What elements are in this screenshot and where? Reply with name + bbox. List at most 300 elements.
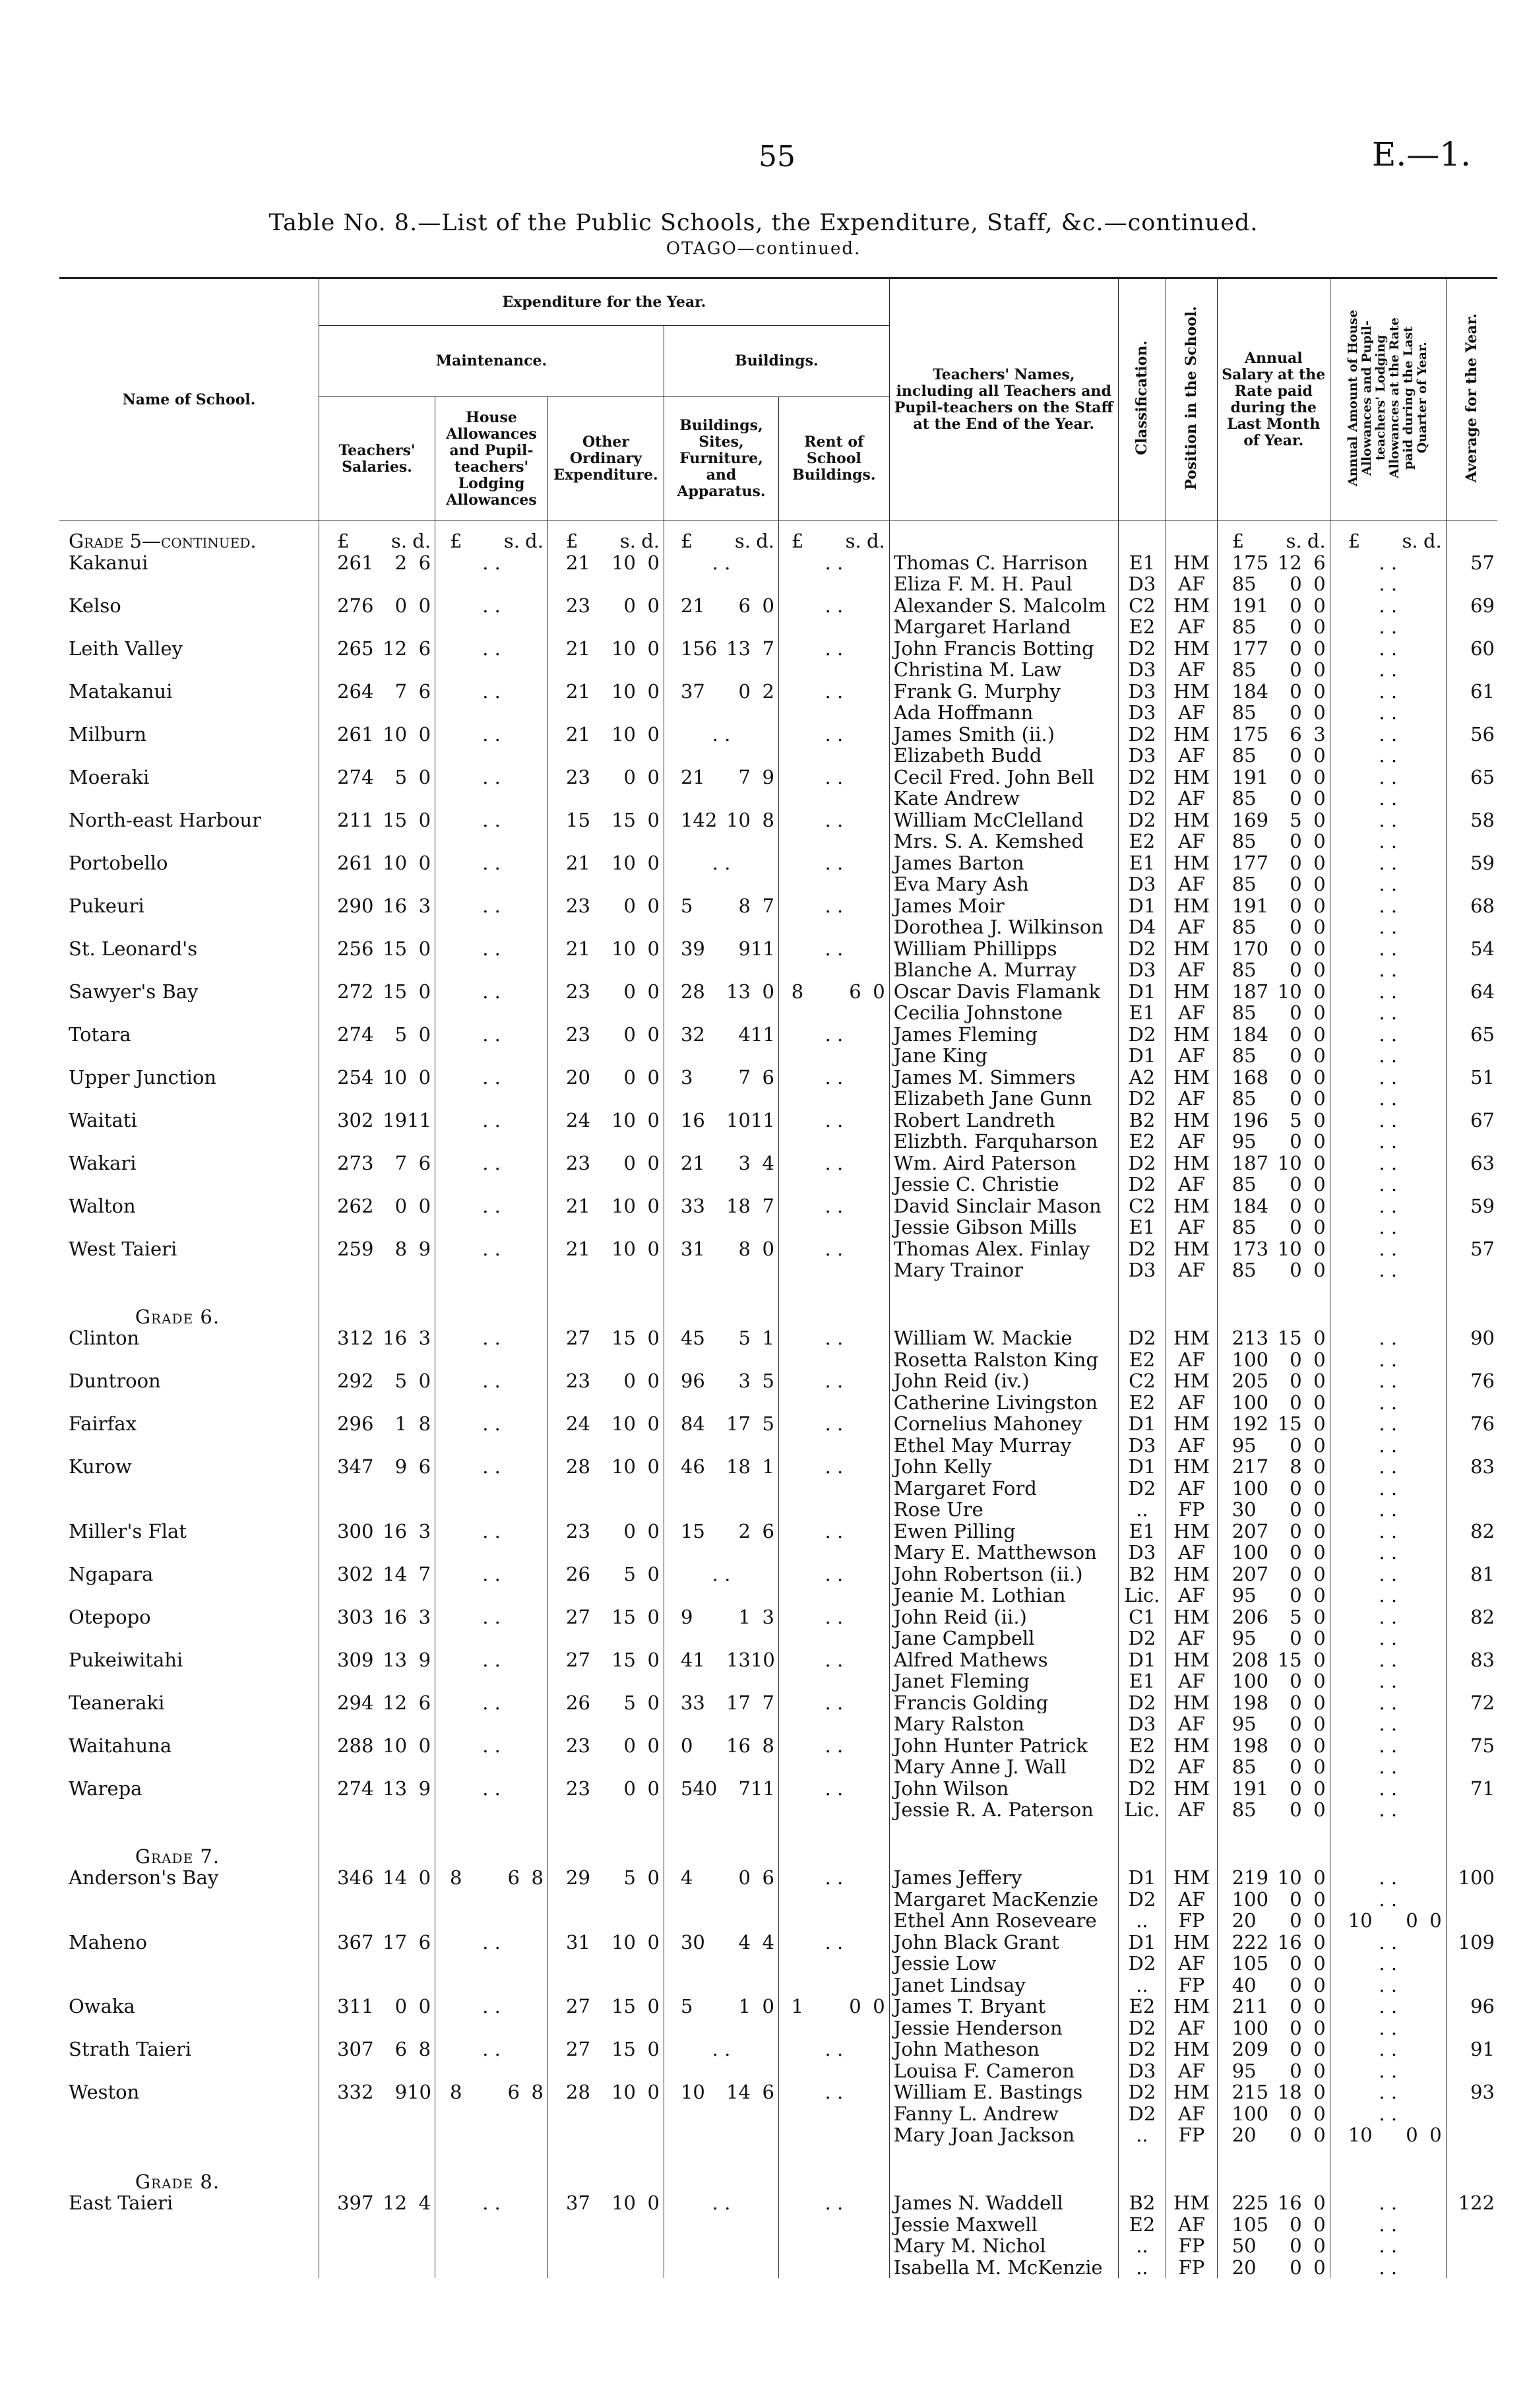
teacher-salaries bbox=[319, 2039, 435, 2060]
average-attendance: 82 bbox=[1446, 1606, 1497, 1628]
amount-pounds: 222 bbox=[1231, 1931, 1269, 1953]
amount-pence: 0 bbox=[1313, 2124, 1326, 2146]
average-attendance bbox=[1446, 1002, 1497, 1024]
amount-pounds: 95 bbox=[1231, 1131, 1257, 1153]
amount-pounds: 272 bbox=[337, 980, 374, 1002]
amount-pence: 0 bbox=[418, 1195, 431, 1217]
amount-shillings: 0 bbox=[1290, 831, 1302, 852]
annual-salary bbox=[1217, 2081, 1330, 2103]
grade-heading-row bbox=[59, 1821, 1497, 1868]
buildings-sites bbox=[664, 1628, 779, 1649]
teacher-classification: D3 bbox=[1118, 659, 1166, 681]
currency-p: £ bbox=[337, 530, 350, 552]
amount-pence: 0 bbox=[418, 723, 431, 745]
school-name: Warepa bbox=[69, 1777, 142, 1799]
teacher-name: Alfred Mathews bbox=[889, 1649, 1118, 1671]
amount-pounds: 20 bbox=[1231, 2256, 1257, 2278]
school-name bbox=[59, 2214, 319, 2236]
teacher-name: Louisa F. Cameron bbox=[889, 2060, 1118, 2082]
teacher-name: Francis Golding bbox=[889, 1692, 1118, 1714]
house-amount: . . bbox=[1330, 1413, 1446, 1435]
average-attendance: 60 bbox=[1446, 638, 1497, 660]
amount-shillings: 0 bbox=[623, 1370, 636, 1392]
teacher-classification: D2 bbox=[1118, 724, 1166, 745]
amount-pounds: 20 bbox=[1231, 1910, 1257, 1932]
amount-shillings: 1 bbox=[738, 1606, 751, 1628]
annual-salary bbox=[1217, 1932, 1330, 1953]
amount-shillings: 5 bbox=[623, 1867, 636, 1889]
amount-pounds: 173 bbox=[1231, 1238, 1269, 1259]
other-expenditure bbox=[547, 1932, 664, 1953]
school-row bbox=[59, 552, 1497, 574]
other-expenditure bbox=[547, 2235, 664, 2257]
staff-row bbox=[59, 1756, 1497, 1778]
teacher-name: Jeanie M. Lothian bbox=[889, 1585, 1118, 1606]
teacher-name: John Kelly bbox=[889, 1456, 1118, 1478]
other-expenditure bbox=[547, 788, 664, 809]
amount-pence: 0 bbox=[647, 1996, 660, 2017]
school-row bbox=[59, 767, 1497, 788]
school-row bbox=[59, 1932, 1497, 1953]
annual-salary bbox=[1217, 1392, 1330, 1414]
amount-shillings: 0 bbox=[1290, 745, 1302, 767]
buildings-sites bbox=[664, 1756, 779, 1778]
amount-pounds: 142 bbox=[680, 809, 718, 831]
amount-shillings: 0 bbox=[1290, 1542, 1302, 1564]
school-name: Strath Taieri bbox=[69, 2039, 192, 2060]
teacher-position: HM bbox=[1166, 1606, 1218, 1628]
amount-pence: 0 bbox=[1313, 659, 1326, 681]
average-attendance bbox=[1446, 831, 1497, 852]
amount-pounds: 26 bbox=[566, 1692, 590, 1713]
staff-row bbox=[59, 1392, 1497, 1414]
amount-shillings: 15 bbox=[1277, 1327, 1302, 1349]
buildings-sites bbox=[664, 1521, 779, 1542]
amount-pounds: 10 bbox=[680, 2081, 705, 2103]
rent-buildings bbox=[778, 1435, 889, 1457]
rent-buildings: . . bbox=[778, 724, 889, 745]
other-expenditure bbox=[547, 1499, 664, 1521]
amount-pence: 0 bbox=[647, 1520, 660, 1542]
teacher-classification: D1 bbox=[1118, 895, 1166, 917]
staff-row bbox=[59, 1045, 1497, 1067]
buildings-sites bbox=[664, 2124, 779, 2146]
amount-pounds: 175 bbox=[1231, 552, 1269, 573]
teacher-classification: E1 bbox=[1118, 852, 1166, 874]
house-allowances bbox=[435, 788, 548, 809]
house-amount: . . bbox=[1330, 573, 1446, 595]
amount-shillings: 17 bbox=[726, 1413, 751, 1435]
teacher-name: John Reid (ii.) bbox=[889, 1606, 1118, 1628]
house-amount: . . bbox=[1330, 1735, 1446, 1757]
teacher-position: AF bbox=[1166, 1259, 1218, 1281]
amount-pounds: 23 bbox=[566, 895, 590, 916]
amount-shillings: 0 bbox=[1290, 916, 1302, 938]
average-attendance bbox=[1446, 873, 1497, 895]
other-expenditure bbox=[547, 1349, 664, 1371]
amount-pence: 0 bbox=[1313, 1002, 1326, 1024]
school-name bbox=[59, 1217, 319, 1238]
amount-shillings: 10 bbox=[611, 1931, 636, 1953]
amount-pounds: 23 bbox=[566, 1152, 590, 1174]
teacher-position: HM bbox=[1166, 1649, 1218, 1671]
amount-shillings: 17 bbox=[383, 1931, 408, 1953]
house-amount: . . bbox=[1330, 852, 1446, 874]
header-expenditure: Expenditure for the Year. bbox=[319, 278, 890, 326]
average-attendance bbox=[1446, 1799, 1497, 1821]
teacher-salaries bbox=[319, 1996, 435, 2017]
amount-shillings: 15 bbox=[1277, 1413, 1302, 1435]
rent-buildings: . . bbox=[778, 638, 889, 660]
average-attendance: 56 bbox=[1446, 724, 1497, 745]
house-allowances bbox=[435, 2017, 548, 2039]
amount-pence: 0 bbox=[418, 980, 431, 1002]
teacher-name: Elizbth. Farquharson bbox=[889, 1131, 1118, 1153]
amount-pounds: 206 bbox=[1231, 1606, 1269, 1628]
amount-shillings: 0 bbox=[1290, 573, 1302, 595]
house-allowances: . . bbox=[435, 1370, 548, 1392]
teacher-name: Dorothea J. Wilkinson bbox=[889, 916, 1118, 938]
amount-pounds: 20 bbox=[1231, 2124, 1257, 2146]
amount-shillings: 13 bbox=[383, 1649, 408, 1670]
other-expenditure bbox=[547, 1778, 664, 1800]
rent-buildings bbox=[778, 831, 889, 852]
teacher-position: HM bbox=[1166, 1735, 1218, 1757]
house-amount: . . bbox=[1330, 1606, 1446, 1628]
school-row bbox=[59, 724, 1497, 745]
school-name bbox=[59, 1259, 319, 1281]
other-expenditure bbox=[547, 1975, 664, 1996]
average-attendance: 81 bbox=[1446, 1564, 1497, 1585]
other-expenditure bbox=[547, 1392, 664, 1414]
house-allowances bbox=[435, 1585, 548, 1606]
teacher-name: William W. Mackie bbox=[889, 1327, 1118, 1349]
currency-p: £ bbox=[680, 530, 693, 552]
school-name: Teaneraki bbox=[69, 1692, 165, 1713]
buildings-sites bbox=[664, 745, 779, 767]
amount-pence: 0 bbox=[1313, 937, 1326, 959]
amount-pounds: 273 bbox=[337, 1152, 374, 1174]
average-attendance: 54 bbox=[1446, 938, 1497, 960]
amount-pence: 0 bbox=[1313, 1391, 1326, 1413]
amount-pounds: 265 bbox=[337, 637, 374, 659]
house-allowances bbox=[435, 2060, 548, 2082]
teacher-name: Jessie Gibson Mills bbox=[889, 1217, 1118, 1238]
teacher-name: William Phillipps bbox=[889, 938, 1118, 960]
amount-pence: 0 bbox=[1313, 1996, 1326, 2017]
house-allowances bbox=[435, 1217, 548, 1238]
house-amount: . . bbox=[1330, 2039, 1446, 2060]
amount-pence: 0 bbox=[647, 1606, 660, 1628]
teacher-salaries bbox=[319, 1174, 435, 1195]
amount-pence: 8 bbox=[418, 2039, 431, 2060]
buildings-sites bbox=[664, 1799, 779, 1821]
amount-pence: 0 bbox=[1313, 1499, 1326, 1521]
amount-pence: 0 bbox=[1313, 1542, 1326, 1564]
amount-shillings: 10 bbox=[611, 1456, 636, 1478]
average-attendance: 93 bbox=[1446, 2081, 1497, 2103]
house-allowances bbox=[435, 1953, 548, 1975]
amount-shillings: 15 bbox=[611, 1327, 636, 1349]
rent-buildings bbox=[778, 788, 889, 809]
currency-d: d. bbox=[525, 530, 544, 552]
amount-pence: 0 bbox=[1313, 573, 1326, 595]
teacher-classification: D3 bbox=[1118, 959, 1166, 981]
amount-pounds: 21 bbox=[566, 552, 590, 573]
staff-row bbox=[59, 2124, 1497, 2146]
school-name: Wakari bbox=[69, 1152, 137, 1174]
annual-salary bbox=[1217, 1002, 1330, 1024]
amount-shillings: 0 bbox=[1290, 594, 1302, 616]
staff-row bbox=[59, 1670, 1497, 1692]
average-attendance bbox=[1446, 1392, 1497, 1414]
house-amount: . . bbox=[1330, 1564, 1446, 1585]
amount-shillings: 10 bbox=[611, 2192, 636, 2214]
header-teachers: Teachers' Names, including all Teachers and Pupil-teachers on the Staff at the End of the Year. bbox=[889, 278, 1118, 521]
buildings-sites bbox=[664, 2214, 779, 2236]
average-attendance: 82 bbox=[1446, 1521, 1497, 1542]
house-amount: . . bbox=[1330, 1349, 1446, 1371]
amount-pence: 0 bbox=[1313, 1692, 1326, 1713]
amount-pence: 3 bbox=[418, 1520, 431, 1542]
house-allowances: . . bbox=[435, 1649, 548, 1671]
amount-shillings: 7 bbox=[394, 1152, 408, 1174]
school-row bbox=[59, 2192, 1497, 2214]
teacher-name: Ewen Pilling bbox=[889, 1521, 1118, 1542]
house-amount: . . bbox=[1330, 1153, 1446, 1174]
average-attendance bbox=[1446, 702, 1497, 724]
amount-pounds: 276 bbox=[337, 594, 374, 616]
school-name: St. Leonard's bbox=[69, 937, 198, 959]
amount-shillings: 0 bbox=[738, 1867, 751, 1889]
amount-pence: 0 bbox=[647, 1456, 660, 1478]
average-attendance: 76 bbox=[1446, 1370, 1497, 1392]
other-expenditure bbox=[547, 1238, 664, 1260]
amount-pounds: 290 bbox=[337, 895, 374, 916]
average-attendance bbox=[1446, 1953, 1497, 1975]
house-amount: . . bbox=[1330, 2235, 1446, 2257]
currency-cell bbox=[778, 521, 889, 552]
amount-pounds: 21 bbox=[680, 766, 705, 788]
house-amount: . . bbox=[1330, 1953, 1446, 1975]
house-amount: . . bbox=[1330, 916, 1446, 938]
teacher-name: Rose Ure bbox=[889, 1499, 1118, 1521]
amount-pence: 0 bbox=[1313, 2235, 1326, 2257]
teacher-classification: C1 bbox=[1118, 1606, 1166, 1628]
teacher-name: Eliza F. M. H. Paul bbox=[889, 573, 1118, 595]
amount-shillings: 15 bbox=[383, 809, 408, 831]
rent-buildings: . . bbox=[778, 1456, 889, 1478]
teacher-position: HM bbox=[1166, 1692, 1218, 1714]
amount-shillings: 0 bbox=[1290, 2017, 1302, 2039]
house-amount: . . bbox=[1330, 1370, 1446, 1392]
teacher-salaries bbox=[319, 1195, 435, 1217]
school-name bbox=[59, 1585, 319, 1606]
rent-buildings bbox=[778, 1975, 889, 1996]
currency-d: d. bbox=[866, 530, 885, 552]
amount-pounds: 209 bbox=[1231, 2039, 1269, 2060]
header-classification: Classification. bbox=[1118, 278, 1166, 521]
staff-row bbox=[59, 2017, 1497, 2039]
amount-pounds: 30 bbox=[1231, 1499, 1257, 1521]
teacher-classification: .. bbox=[1118, 1499, 1166, 1521]
amount-pounds: 105 bbox=[1231, 2213, 1269, 2235]
teacher-salaries bbox=[319, 2060, 435, 2082]
annual-salary bbox=[1217, 1456, 1330, 1478]
amount-shillings: 8 bbox=[738, 1238, 751, 1259]
house-allowances: . . bbox=[435, 552, 548, 574]
amount-pence: 0 bbox=[762, 1996, 774, 2017]
table-body bbox=[59, 521, 1497, 2279]
house-allowances: . . bbox=[435, 1024, 548, 1046]
average-attendance bbox=[1446, 1349, 1497, 1371]
amount-pounds: 0 bbox=[680, 1734, 693, 1756]
rent-buildings: . . bbox=[778, 2081, 889, 2103]
amount-pounds: 27 bbox=[566, 1996, 590, 2017]
school-name: Duntroon bbox=[69, 1370, 161, 1392]
teacher-salaries bbox=[319, 2124, 435, 2146]
amount-pence: 0 bbox=[1313, 1867, 1326, 1889]
teacher-position: AF bbox=[1166, 1392, 1218, 1414]
rent-buildings bbox=[778, 2235, 889, 2257]
annual-salary bbox=[1217, 1713, 1330, 1735]
annual-salary bbox=[1217, 1153, 1330, 1174]
staff-row bbox=[59, 1628, 1497, 1649]
amount-shillings: 6 bbox=[849, 980, 861, 1002]
staff-row bbox=[59, 616, 1497, 638]
teacher-position: AF bbox=[1166, 1045, 1218, 1067]
grade-blank-cell bbox=[778, 2146, 889, 2193]
annual-salary bbox=[1217, 2235, 1330, 2257]
teacher-classification: E2 bbox=[1118, 831, 1166, 852]
annual-salary bbox=[1217, 938, 1330, 960]
buildings-sites bbox=[664, 1259, 779, 1281]
average-attendance: 83 bbox=[1446, 1649, 1497, 1671]
school-row bbox=[59, 1067, 1497, 1089]
amount-shillings: 0 bbox=[1290, 788, 1302, 809]
teacher-position: AF bbox=[1166, 1131, 1218, 1153]
annual-salary bbox=[1217, 1975, 1330, 1996]
amount-shillings: 3 bbox=[738, 1152, 751, 1174]
amount-pence: 0 bbox=[647, 1931, 660, 1953]
amount-shillings: 10 bbox=[611, 1195, 636, 1217]
rent-buildings bbox=[778, 1392, 889, 1414]
buildings-sites bbox=[664, 1413, 779, 1435]
house-amount: . . bbox=[1330, 2060, 1446, 2082]
teacher-name: James N. Waddell bbox=[889, 2192, 1118, 2214]
teacher-salaries bbox=[319, 2235, 435, 2257]
buildings-sites bbox=[664, 616, 779, 638]
grade-blank-cell bbox=[1217, 1281, 1330, 1328]
teacher-classification: .. bbox=[1118, 2235, 1166, 2257]
teacher-classification: D3 bbox=[1118, 573, 1166, 595]
amount-pounds: 33 bbox=[680, 1195, 705, 1217]
amount-pounds: 21 bbox=[566, 852, 590, 873]
grade-blank-cell bbox=[1166, 2146, 1218, 2193]
teacher-classification: B2 bbox=[1118, 2192, 1166, 2214]
teacher-classification: D3 bbox=[1118, 2060, 1166, 2082]
amount-pence: 0 bbox=[647, 1327, 660, 1349]
other-expenditure bbox=[547, 873, 664, 895]
amount-shillings: 0 bbox=[1290, 1713, 1302, 1735]
rent-buildings bbox=[778, 1889, 889, 1911]
house-allowances bbox=[435, 873, 548, 895]
header-position: Position in the School. bbox=[1166, 278, 1218, 521]
teacher-salaries bbox=[319, 2103, 435, 2125]
average-attendance bbox=[1446, 1499, 1497, 1521]
house-amount: . . bbox=[1330, 981, 1446, 1003]
average-attendance bbox=[1446, 1088, 1497, 1110]
house-allowances bbox=[435, 1670, 548, 1692]
house-amount: . . bbox=[1330, 1002, 1446, 1024]
teacher-position: AF bbox=[1166, 1349, 1218, 1371]
buildings-sites bbox=[664, 1649, 779, 1671]
teacher-salaries bbox=[319, 745, 435, 767]
teacher-salaries bbox=[319, 1756, 435, 1778]
amount-shillings: 16 bbox=[383, 1327, 408, 1349]
teacher-salaries bbox=[319, 1131, 435, 1153]
amount-shillings: 13 bbox=[726, 980, 751, 1002]
annual-salary bbox=[1217, 895, 1330, 917]
buildings-sites bbox=[664, 1088, 779, 1110]
other-expenditure bbox=[547, 1713, 664, 1735]
grade-heading bbox=[59, 2146, 319, 2193]
teacher-position: HM bbox=[1166, 1564, 1218, 1585]
buildings-sites bbox=[664, 981, 779, 1003]
grade-blank-cell bbox=[435, 1281, 548, 1328]
average-attendance bbox=[1446, 1435, 1497, 1457]
amount-pence: 0 bbox=[418, 1734, 431, 1756]
amount-shillings: 0 bbox=[1290, 1131, 1302, 1153]
annual-salary bbox=[1217, 2017, 1330, 2039]
grade-blank-cell bbox=[1446, 1821, 1497, 1868]
teacher-name: William E. Bastings bbox=[889, 2081, 1118, 2103]
staff-row bbox=[59, 1953, 1497, 1975]
school-name: Kakanui bbox=[69, 552, 148, 573]
annual-salary bbox=[1217, 2060, 1330, 2082]
grade-blank-cell bbox=[664, 1821, 779, 1868]
annual-salary bbox=[1217, 1110, 1330, 1131]
teacher-position: FP bbox=[1166, 2257, 1218, 2279]
amount-pence: 0 bbox=[1313, 1174, 1326, 1195]
rent-buildings: . . bbox=[778, 767, 889, 788]
amount-pence: 0 bbox=[1313, 1888, 1326, 1910]
amount-pence: 7 bbox=[762, 1692, 774, 1713]
house-amount: . . bbox=[1330, 724, 1446, 745]
teacher-name: Kate Andrew bbox=[889, 788, 1118, 809]
school-name: East Taieri bbox=[69, 2192, 173, 2214]
amount-shillings: 0 bbox=[1290, 2060, 1302, 2081]
staff-row bbox=[59, 1975, 1497, 1996]
amount-pounds: 21 bbox=[566, 637, 590, 659]
house-amount: . . bbox=[1330, 1392, 1446, 1414]
teacher-classification: D2 bbox=[1118, 1088, 1166, 1110]
school-name: Upper Junction bbox=[69, 1066, 217, 1088]
amount-shillings: 0 bbox=[1290, 895, 1302, 916]
amount-pence: 1 bbox=[762, 1327, 774, 1349]
buildings-sites bbox=[664, 2081, 779, 2103]
school-name: Walton bbox=[69, 1195, 136, 1217]
grade-blank-cell bbox=[319, 1281, 435, 1328]
teacher-salaries bbox=[319, 1392, 435, 1414]
amount-pence: 0 bbox=[1313, 873, 1326, 895]
teacher-name: William McClelland bbox=[889, 809, 1118, 831]
amount-shillings: 0 bbox=[1290, 2103, 1302, 2124]
amount-pounds: 3 bbox=[680, 1066, 693, 1088]
staff-row bbox=[59, 1174, 1497, 1195]
amount-shillings: 5 bbox=[738, 1327, 751, 1349]
teacher-position: HM bbox=[1166, 638, 1218, 660]
